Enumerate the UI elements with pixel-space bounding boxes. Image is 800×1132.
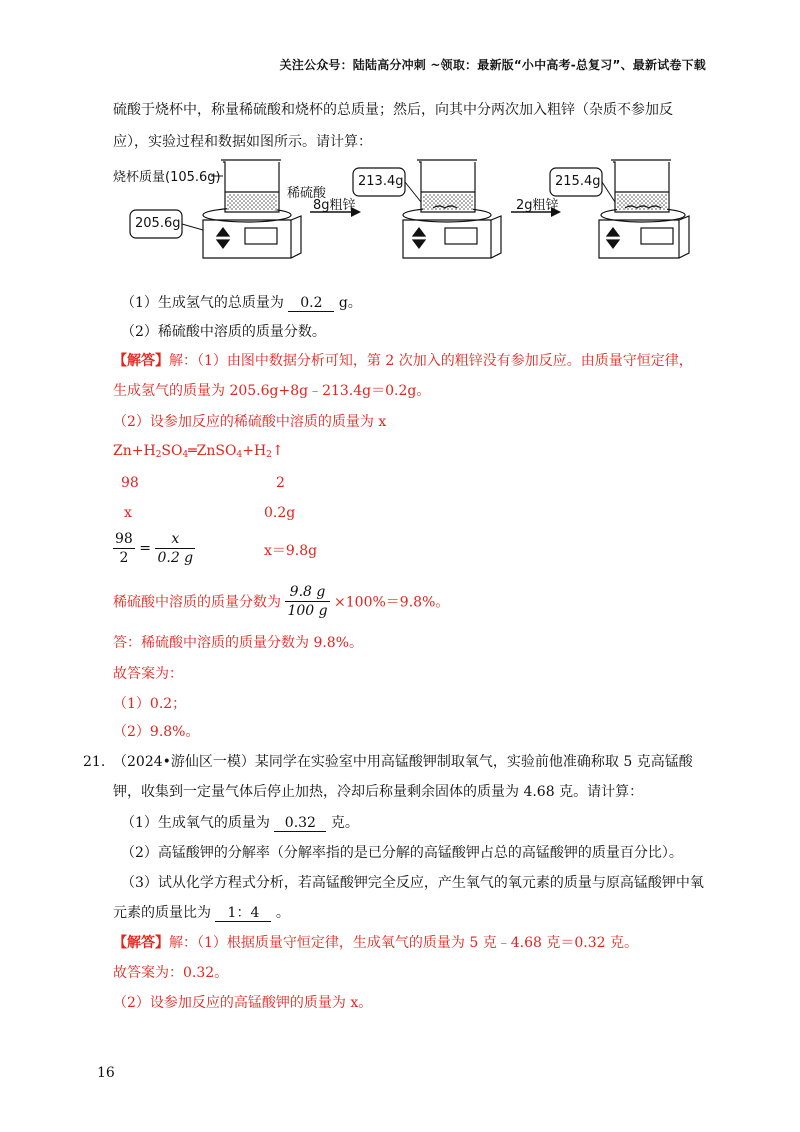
q21-part1: （1）生成氧气的质量为 0.32 克。 [121, 815, 359, 831]
experiment-figure [113, 158, 703, 270]
reaction-equation: $Zn+H_2SO_4═ZnSO_4+H_2↑$ [113, 443, 284, 460]
q21-part3-line-1: （3）试从化学方程式分析，若高锰酸钾完全反应，产生氧气的氧元素的质量与原高锰酸钾中氧 [121, 875, 704, 891]
arrow-1-label: 8g粗锌 [313, 198, 356, 213]
q21-answer-1: 0.32 [274, 815, 326, 832]
scale-3-reading: 215.4g [555, 174, 601, 189]
intro-line-2: 应），实验过程和数据如图所示。请计算： [113, 134, 372, 150]
ratio-x: x [124, 505, 132, 521]
ratio-98: 98 [121, 475, 139, 491]
scale-2-reading: 213.4g [358, 174, 404, 189]
q21-number: 21. [83, 754, 106, 770]
q21-part2: （2）高锰酸钾的分解率（分解率指的是已分解的高锰酸钾占总的高锰酸钾的质量百分比）。 [121, 845, 683, 861]
ratio-2: 2 [276, 475, 285, 491]
q20-final-2: （2）9.8%。 [113, 724, 200, 740]
q20-final-label: 故答案为： [113, 666, 183, 682]
q21-final: 故答案为：0.32。 [113, 965, 229, 981]
ratio-hydrogen-mass: 0.2g [264, 505, 296, 521]
q20-part1: （1）生成氢气的总质量为 0.2 g。 [121, 295, 362, 311]
proportion-equation: $\frac{98}{2}$ = $\frac{x}{0.2 g}$ [115, 531, 194, 566]
page-header: 关注公众号：陆陆高分冲刺 ~领取：最新版“小中高考-总复习”、最新试卷下载 [279, 58, 706, 72]
q20-answer-statement: 答：稀硫酸中溶质的质量分数为 9.8%。 [113, 635, 364, 651]
solution-tag-q21: 【解答】 [113, 935, 169, 951]
intro-line-1: 硫酸于烧杯中，称量稀硫酸和烧杯的总质量；然后，向其中分两次加入粗锌（杂质不参加反 [113, 102, 673, 118]
x-result: x＝9.8g [264, 543, 318, 559]
arrow-2-label: 2g粗锌 [516, 198, 559, 213]
q21-part3-line-2: 元素的质量比为 1：4 。 [113, 905, 290, 921]
q21-line-2: 钾，收集到一定量气体后停止加热，冷却后称量剩余固体的质量为 4.68 克。请计算： [113, 784, 644, 800]
beaker-mass-label: 烧杯质量(105.6g) [113, 170, 221, 185]
q20-part2: （2）稀硫酸中溶质的质量分数。 [121, 324, 326, 340]
q21-line-1: （2024•游仙区一模）某同学在实验室中用高锰酸钾制取氧气，实验前他准确称取 5 克高锰酸 [113, 754, 693, 770]
q20-solution-line-2: 生成氢气的质量为 205.6g+8g﹣213.4g＝0.2g。 [113, 383, 431, 399]
q20-solution-line-3: （2）设参加反应的稀硫酸中溶质的质量为 x [113, 414, 387, 430]
balance-3 [599, 160, 689, 258]
q20-solution-line-1: 【解答】解：（1）由图中数据分析可知，第 2 次加入的粗锌没有参加反应。由质量守恒定律， [113, 353, 693, 369]
q21-solution-line-1: 【解答】解：（1）根据质量守恒定律，生成氧气的质量为 5 克﹣4.68 克＝0.32 克。 [113, 935, 638, 951]
mass-fraction-line: 稀硫酸中溶质的质量分数为 $\frac{9.8 g}{100 g}$ ×100%＝9.8%。 [113, 584, 450, 619]
balance-2 [403, 160, 501, 258]
q21-solution-line-2: （2）设参加反应的高锰酸钾的质量为 x。 [113, 995, 373, 1011]
q20-answer-1: 0.2 [288, 295, 334, 312]
acid-label: 稀硫酸 [287, 186, 327, 201]
scale-1-reading: 205.6g [135, 216, 181, 231]
solution-tag: 【解答】 [113, 353, 169, 369]
q21-answer-3: 1：4 [215, 905, 271, 922]
q20-final-1: （1）0.2； [113, 696, 187, 712]
page-number: 16 [97, 1065, 115, 1081]
